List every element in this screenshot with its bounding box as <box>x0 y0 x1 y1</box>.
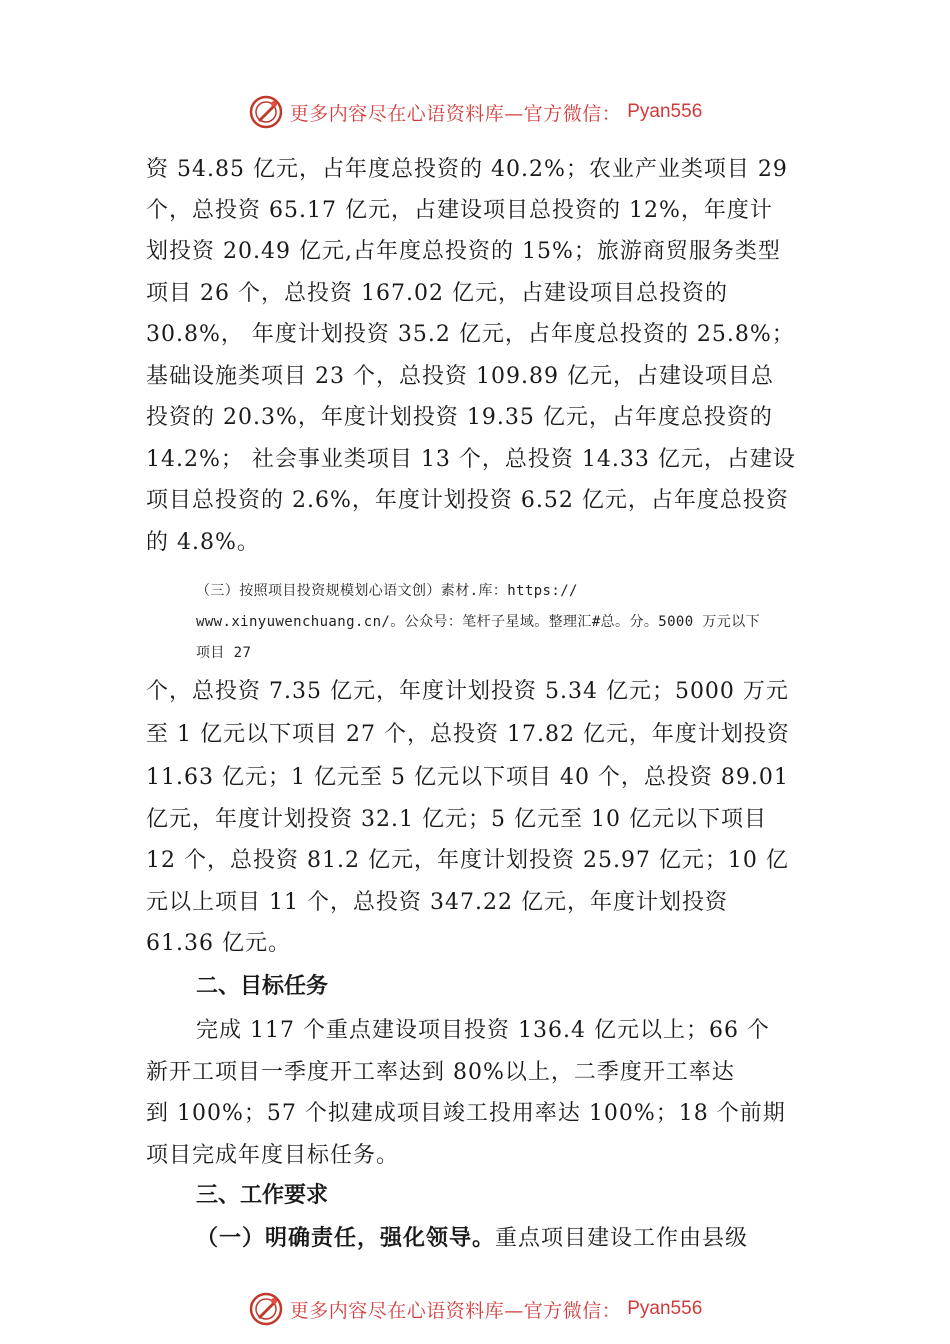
banner-wechat-id: Pyan556 <box>627 1298 703 1319</box>
text-line: 项目总投资的 2.6%，年度计划投资 6.52 亿元，占年度总投资 <box>146 488 789 513</box>
subheading-responsibility: （一）明确责任，强化领导。 <box>196 1226 496 1251</box>
text-line: 元以上项目 11 个，总投资 347.22 亿元，年度计划投资 <box>146 890 728 915</box>
banner-text: 更多内容尽在心语资料库—官方微信： <box>289 1299 622 1322</box>
text-line: 投资的 20.3%，年度计划投资 19.35 亿元，占年度总投资的 <box>146 405 773 430</box>
logo-icon <box>248 1291 284 1327</box>
note-line: （三）按照项目投资规模划心语文创）素材.库：https:// <box>196 583 578 599</box>
text-line: 个，总投资 65.17 亿元，占建设项目总投资的 12%，年度计 <box>146 198 773 223</box>
text-line: 划投资 20.49 亿元,占年度总投资的 15%；旅游商贸服务类型 <box>146 239 781 264</box>
text-line: 的 4.8%。 <box>146 530 260 555</box>
banner-wechat-id: Pyan556 <box>627 101 703 122</box>
text-line: 30.8%， 年度计划投资 35.2 亿元，占年度总投资的 25.8%； <box>146 322 795 347</box>
text-line: 基础设施类项目 23 个，总投资 109.89 亿元，占建设项目总 <box>146 364 774 389</box>
text-run: 重点项目建设工作由县级 <box>495 1226 749 1251</box>
logo-icon <box>248 94 284 130</box>
text-line: 14.2%； 社会事业类项目 13 个，总投资 14.33 亿元，占建设 <box>146 447 796 472</box>
text-line: 项目完成年度目标任务。 <box>146 1143 400 1168</box>
text-line: 个，总投资 7.35 亿元，年度计划投资 5.34 亿元；5000 万元 <box>146 679 789 704</box>
text-line: 61.36 亿元。 <box>146 931 291 956</box>
text-line: 11.63 亿元；1 亿元至 5 亿元以下项目 40 个，总投资 89.01 <box>146 765 789 790</box>
note-line: www.xinyuwenchuang.cn/。公众号：笔杆子星域。整理汇#总。分。5000 万元以下 <box>196 614 761 630</box>
banner-text: 更多内容尽在心语资料库—官方微信： <box>289 102 622 125</box>
section-heading-goals: 二、目标任务 <box>196 974 329 999</box>
text-line: 到 100%；57 个拟建成项目竣工投用率达 100%；18 个前期 <box>146 1101 786 1126</box>
text-line: 资 54.85 亿元，占年度总投资的 40.2%；农业产业类项目 29 <box>146 157 788 182</box>
section-heading-requirements: 三、工作要求 <box>196 1183 329 1208</box>
text-line: 亿元，年度计划投资 32.1 亿元；5 亿元至 10 亿元以下项目 <box>146 807 767 832</box>
text-line: 新开工项目一季度开工率达到 80%以上，二季度开工率达 <box>146 1060 735 1085</box>
text-line: 完成 117 个重点建设项目投资 136.4 亿元以上；66 个 <box>196 1018 770 1043</box>
text-line: 12 个，总投资 81.2 亿元，年度计划投资 25.97 亿元；10 亿 <box>146 848 789 873</box>
text-line-requirement-1 <box>196 1218 748 1259</box>
footer-banner <box>0 1289 950 1329</box>
note-line: 项目 27 <box>196 645 252 661</box>
text-line: 至 1 亿元以下项目 27 个，总投资 17.82 亿元，年度计划投资 <box>146 722 790 747</box>
header-banner <box>0 92 950 132</box>
text-line: 项目 26 个，总投资 167.02 亿元，占建设项目总投资的 <box>146 281 728 306</box>
